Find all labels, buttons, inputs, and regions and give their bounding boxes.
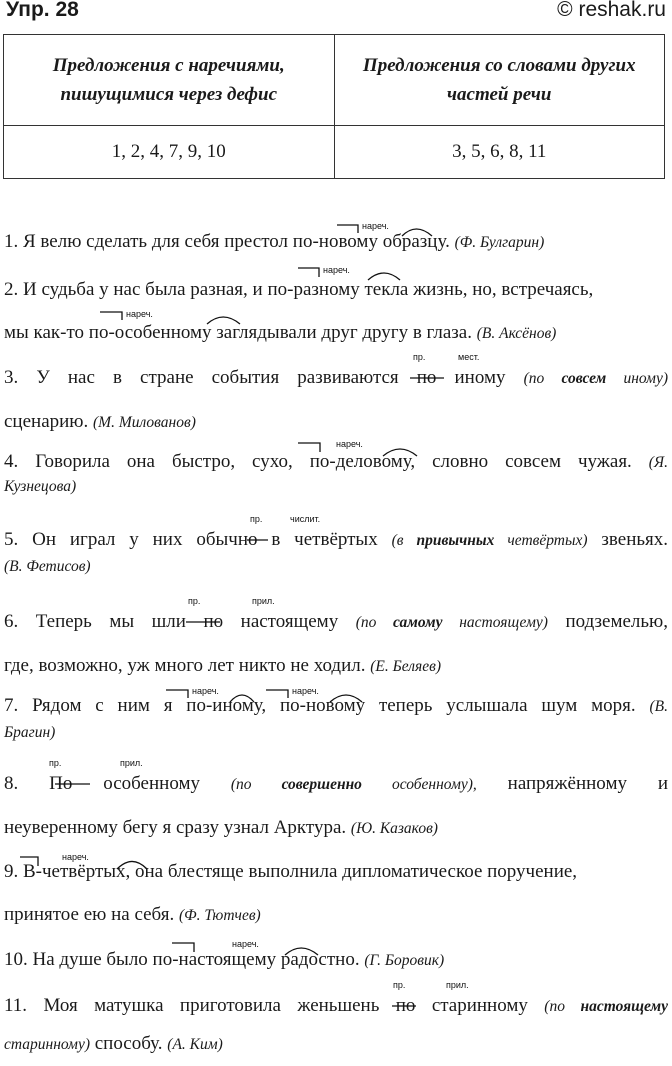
pos-label: пр. (188, 596, 201, 606)
sentence-5 (4, 518, 668, 580)
sentence-source: (Ф. Тютчев) (178, 907, 261, 924)
pos-label: нареч. (362, 221, 389, 231)
table-row (4, 126, 665, 179)
grammar-comment: старинному) (4, 1036, 90, 1053)
sentence-source: (В. (649, 698, 668, 715)
sentence-line: 9. В-четвёртых, она блестяще выполнила дипломатическое поручение, (4, 861, 578, 882)
sentence-line: неуверенному бегу я сразу узнал Арктура. (4, 817, 347, 838)
sentence-text: 5. Он играл у них обычно в четвёртых (4, 529, 378, 550)
pos-label: пр. (413, 352, 426, 362)
pos-label: пр. (49, 758, 62, 768)
sentence-line: 2. И судьба у нас была разная, и по-разному текла жизнь, но, встречаясь, (4, 279, 594, 300)
pos-label: прил. (446, 980, 469, 990)
table-cell: 1, 2, 4, 7, 9, 10 (4, 126, 335, 179)
sentence-6 (4, 600, 668, 688)
pos-label: нареч. (192, 686, 219, 696)
sentence-9 (4, 850, 668, 937)
sentence-source: (Я. (648, 454, 668, 471)
pos-label: пр. (250, 514, 263, 524)
table-header-cell: Предложения с наречиями, пишущимися через дефис (4, 35, 335, 126)
grammar-comment: (по совершенно особенному), (230, 776, 477, 793)
sentence-10 (4, 938, 668, 982)
sentence-source: Кузнецова) (4, 478, 77, 495)
sentence-text: способу. (89, 1033, 163, 1054)
sentence-text: напряжённому и (476, 773, 669, 794)
sentence-source: (В. Фетисов) (4, 558, 91, 575)
page-header (6, 0, 666, 30)
site-credit: © reshak.ru (557, 0, 666, 21)
sentence-2 (4, 268, 668, 355)
sentence-3 (4, 356, 668, 444)
sentence-line: где, возможно, уж много лет никто не ходил. (4, 655, 366, 676)
pos-label: прил. (252, 596, 275, 606)
pos-label: пр. (393, 980, 406, 990)
sentence-text: 3. У нас в стране события развиваются по иному (4, 367, 506, 388)
sentence-source: (Г. Боровик) (364, 952, 445, 969)
pos-label: нареч. (62, 852, 89, 862)
grammar-comment: (в привычных четвёртых) (391, 532, 588, 549)
pos-label: нареч. (292, 686, 319, 696)
pos-label: нареч. (232, 939, 259, 949)
grammar-comment: (по настоящему (544, 998, 669, 1015)
sentence-source: (Ю. Казаков) (350, 820, 438, 837)
table-cell: 3, 5, 6, 8, 11 (334, 126, 665, 179)
sentence-source: Брагин) (4, 724, 56, 741)
grammar-comment: (по совсем иному) (523, 370, 668, 387)
sentence-text: 1. Я велю сделать для себя престол по-новому образцу. (4, 231, 450, 252)
sentence-text: подземелью, (547, 611, 668, 632)
sentence-text: 7. Рядом с ним я по-иному, по-новому теперь услышала шум моря. (4, 695, 636, 716)
sentence-source: (Ф. Булгарин) (454, 234, 545, 251)
sentence-line: мы как-то по-особенному заглядывали друг другу в глаза. (4, 322, 472, 343)
sentence-text: 10. На душе было по-настоящему радостно. (4, 949, 360, 970)
sentence-source: (А. Ким) (167, 1036, 223, 1053)
sentence-7 (4, 684, 668, 746)
exercise-number: Упр. 28 (6, 0, 79, 21)
sentence-line: сценарию. (4, 411, 89, 432)
pos-label: нареч. (323, 265, 350, 275)
table-header-cell: Предложения со словами других частей речи (334, 35, 665, 126)
table-header-row (4, 35, 665, 126)
sentence-source: (М. Милованов) (93, 414, 196, 431)
sentence-text: 8. По особенному (4, 773, 200, 794)
sentence-text: 6. Теперь мы шли по настоящему (4, 611, 339, 632)
sentence-1 (4, 220, 668, 264)
grammar-comment: (по самому настоящему) (355, 614, 548, 631)
pos-label: мест. (458, 352, 480, 362)
pos-label: нареч. (126, 309, 153, 319)
pos-label: нареч. (336, 439, 363, 449)
answer-table (3, 34, 665, 179)
sentence-4 (4, 440, 668, 500)
sentence-text: 4. Говорила она быстро, сухо, по-деловому, словно совсем чужая. (4, 451, 632, 472)
sentence-text: звеньях. (587, 529, 669, 550)
sentence-line: принятое ею на себя. (4, 904, 175, 925)
sentence-text: 11. Моя матушка приготовила женьшень по старинному (4, 995, 528, 1016)
sentence-source: (В. Аксёнов) (476, 325, 557, 342)
sentence-8 (4, 762, 668, 850)
pos-label: прил. (120, 758, 143, 768)
pos-label: числит. (290, 514, 321, 524)
sentence-source: (Е. Беляев) (370, 658, 441, 675)
